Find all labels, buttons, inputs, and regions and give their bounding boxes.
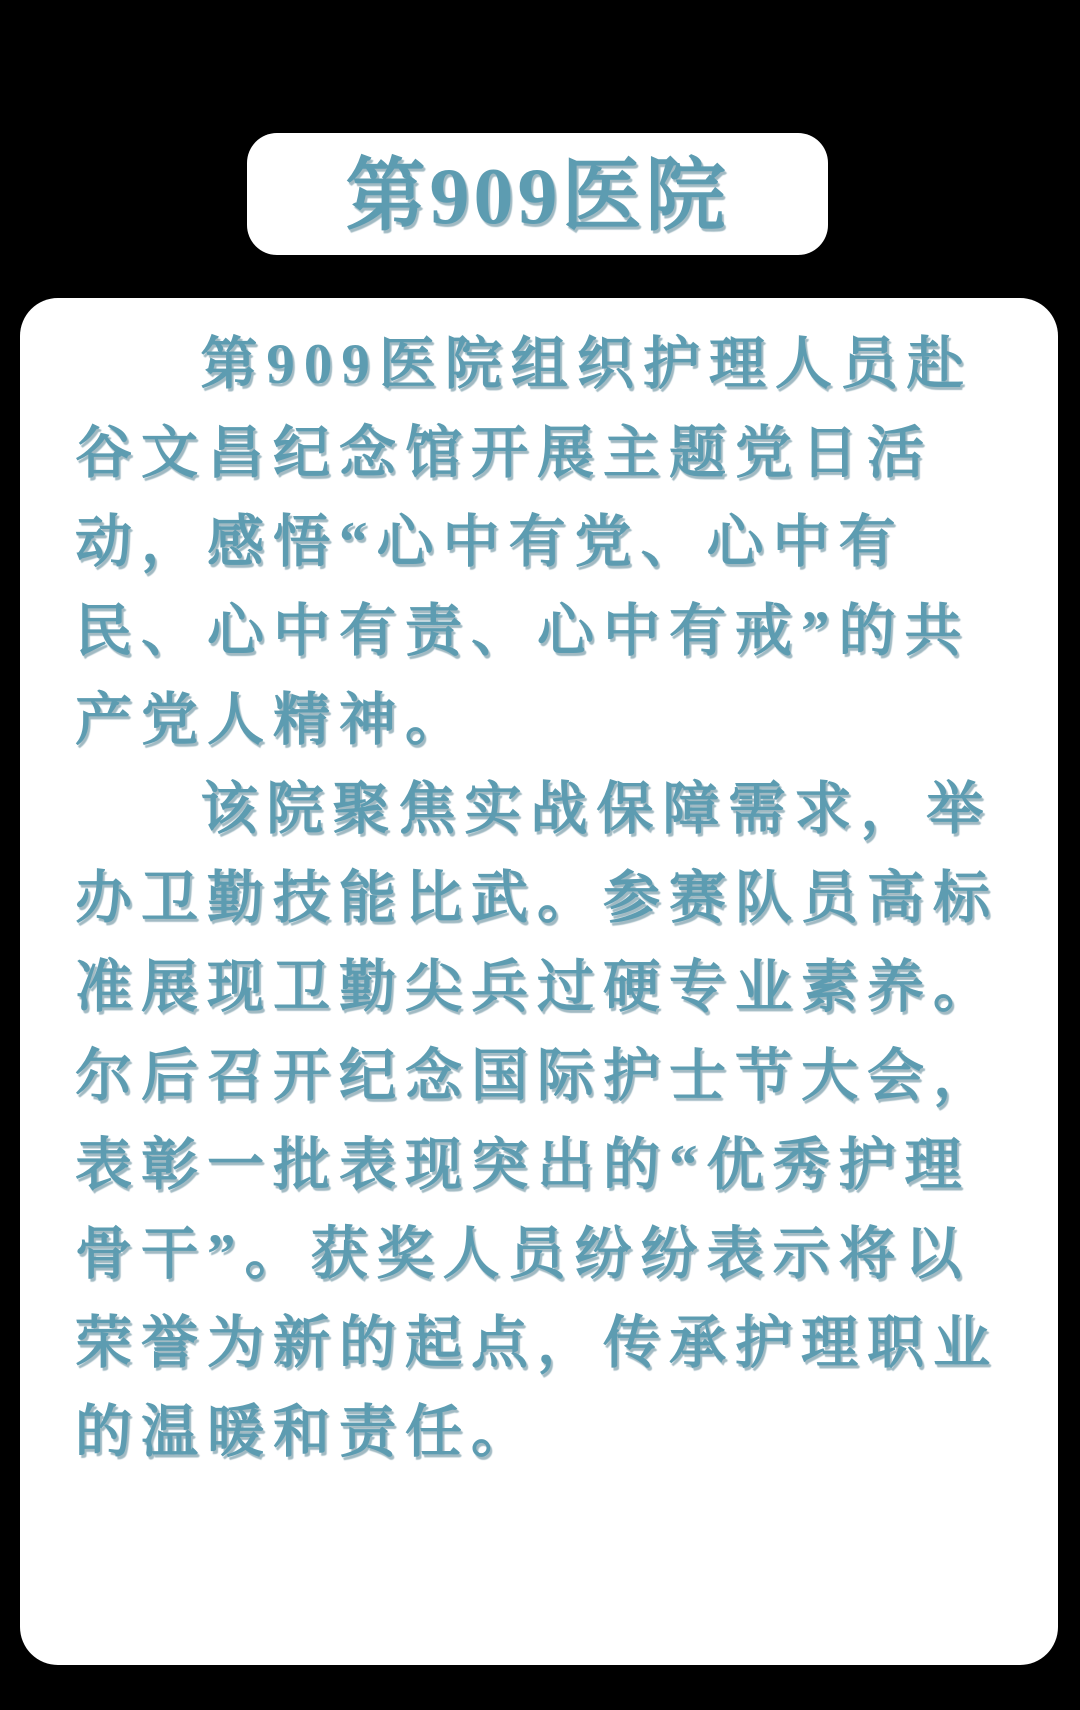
header-pill bbox=[247, 133, 828, 255]
article-paragraph: 该院聚焦实战保障需求，举办卫勤技能比武。参赛队员高标准展现卫勤尖兵过硬专业素养。尔后召开纪念国际护士节大会，表彰一批表现突出的“优秀护理骨干”。获奖人员纷纷表示将以荣誉为新的起点，传承护理职业的温暖和责任。 bbox=[75, 778, 999, 1464]
page-title: 第909医院 bbox=[345, 153, 730, 241]
article-paragraph: 第909医院组织护理人员赴谷文昌纪念馆开展主题党日活动，感悟“心中有党、心中有民、心中有责、心中有戒”的共产党人精神。 bbox=[75, 333, 973, 752]
article-card bbox=[20, 298, 1058, 1665]
